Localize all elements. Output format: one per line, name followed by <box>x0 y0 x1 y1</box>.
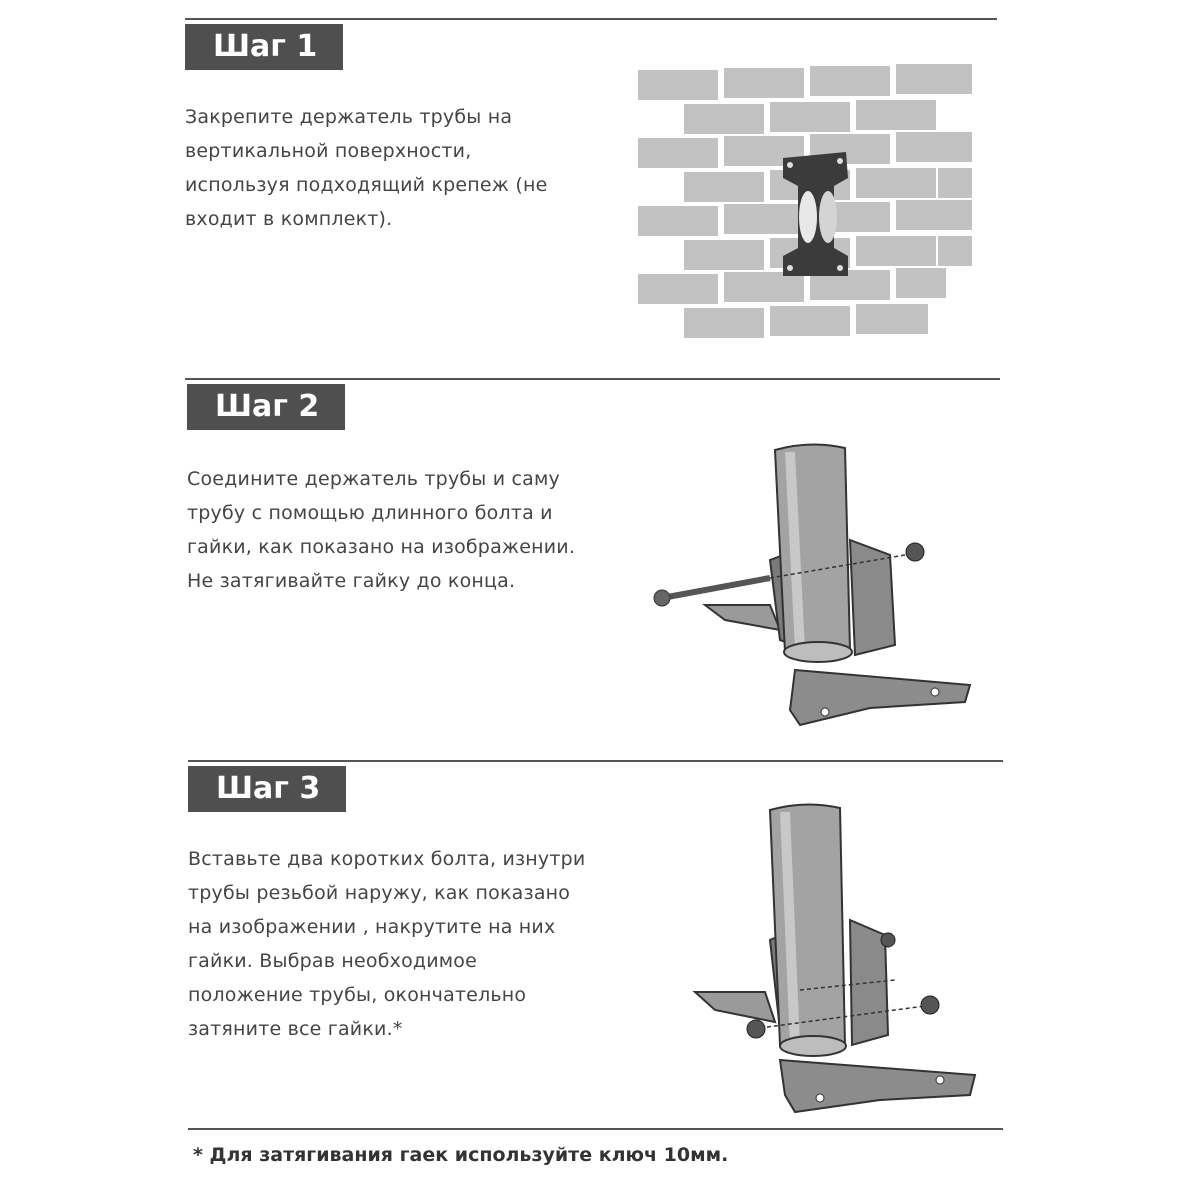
step-3-line: положение трубы, окончательно <box>188 984 527 1006</box>
step-2-line: гайки, как показано на изображении. <box>187 536 576 558</box>
footnote-divider <box>188 1128 1003 1130</box>
step-3-instructions <box>188 842 585 1046</box>
step-2-line: Соедините держатель трубы и саму <box>187 468 561 490</box>
section-divider-3 <box>188 760 1003 762</box>
step-3-line: Вставьте два коротких болта, изнутри <box>188 848 586 870</box>
step-3-line: гайки. Выбрав необходимое <box>188 950 478 972</box>
step-1-instructions <box>185 100 547 236</box>
step-1-heading: Шаг 1 <box>185 24 343 70</box>
step-3-line: затяните все гайки.* <box>188 1018 403 1040</box>
footnote-text: * Для затягивания гаек используйте ключ 10мм. <box>193 1144 729 1166</box>
long-bolt-illustration <box>650 440 980 735</box>
step-3-line: на изображении , накрутите на них <box>188 916 556 938</box>
section-divider-1 <box>185 18 997 20</box>
step-1-line: вертикальной поверхности, <box>185 140 472 162</box>
step-2-instructions <box>187 462 575 598</box>
pipe <box>770 804 846 1056</box>
step-1-line: входит в комплект). <box>185 208 393 230</box>
step-2-line: Не затягивайте гайку до конца. <box>187 570 516 592</box>
wall-bracket-illustration <box>638 40 978 345</box>
step-3-line: трубы резьбой наружу, как показано <box>188 882 571 904</box>
step-1-line: используя подходящий крепеж (не <box>185 174 548 196</box>
pipe <box>775 444 852 662</box>
section-divider-2 <box>185 378 1000 380</box>
short-bolts-illustration <box>690 800 990 1115</box>
step-1-line: Закрепите держатель трубы на <box>185 106 513 128</box>
step-2-heading: Шаг 2 <box>187 384 345 430</box>
step-3-heading: Шаг 3 <box>188 766 346 812</box>
step-2-line: трубу с помощью длинного болта и <box>187 502 553 524</box>
